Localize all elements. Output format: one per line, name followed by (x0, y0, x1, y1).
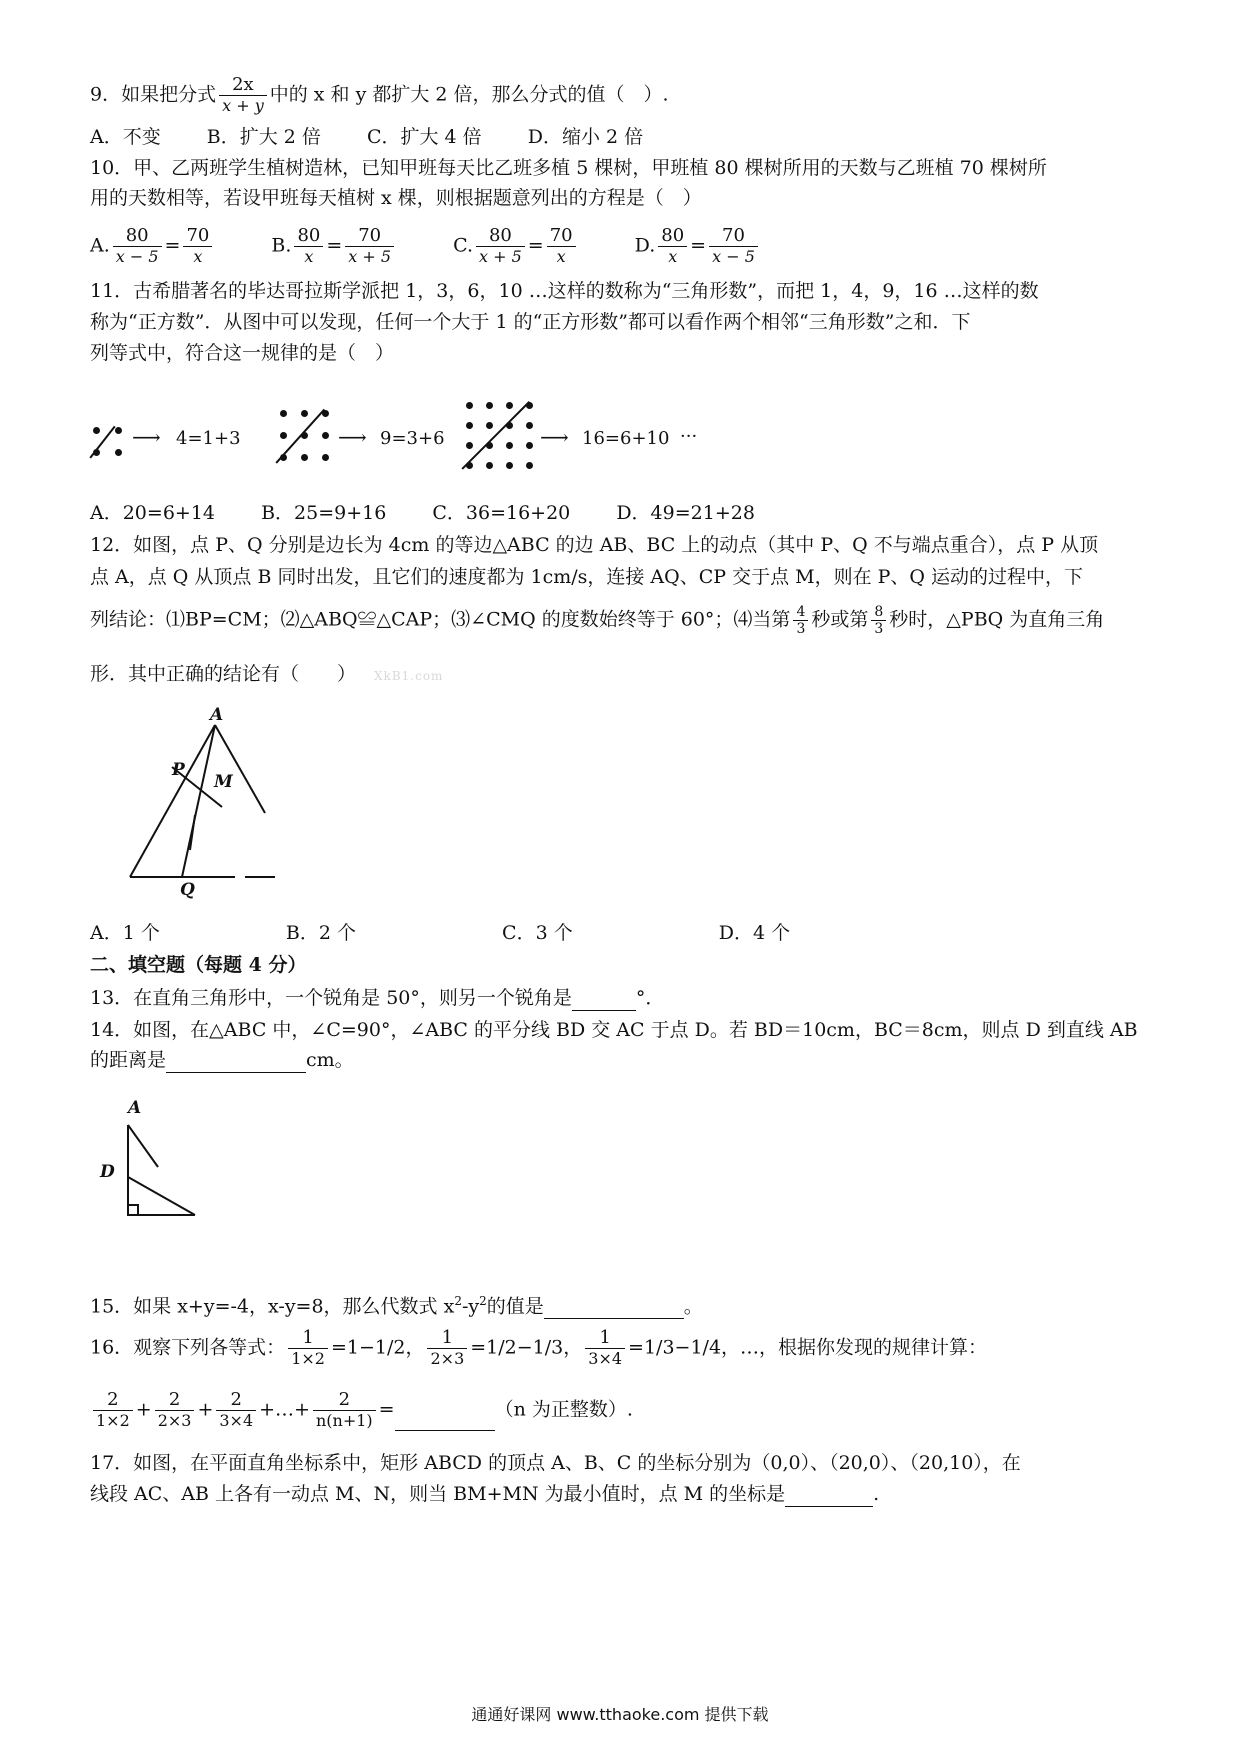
q10-option-a (90, 226, 215, 267)
q16-sum3-den: 3×4 (219, 1411, 254, 1430)
dot (506, 462, 513, 469)
q16-sum-last-den: n(n+1) (315, 1411, 373, 1430)
q11-option-b: B．25=9+16 (261, 502, 387, 524)
figure-label-a: A (210, 705, 224, 725)
q14-triangle-figure (100, 1095, 220, 1225)
q15 (90, 1288, 703, 1319)
q10-b-den2: x + 5 (348, 247, 392, 266)
q16-ex3-rhs: =1/3−1/4 (628, 1336, 722, 1359)
q12-triangle-figure (110, 705, 330, 900)
q16-line2: $\frac{2}{1\times 2}$ + $\frac{2}{2\times 3}$ + $\frac{2}{3\times 4}$ +…+ $\frac{2}{n(n+1)}$ = （n 为正整数）. (90, 1390, 633, 1431)
diagonal-line (461, 401, 529, 469)
q15-exp-1: 2 (454, 1294, 462, 1308)
figure-label-q: Q (180, 880, 195, 900)
q17-line2 (90, 1481, 879, 1507)
q16-sum1-den: 1×2 (96, 1411, 130, 1430)
q10-b-op: = (326, 234, 343, 257)
q9-stem (90, 75, 669, 116)
q12-option-d: D．4 个 (718, 922, 791, 944)
dot (486, 462, 493, 469)
q15-text-after: 的值是 (486, 1295, 544, 1318)
q9-option-d: D．缩小 2 倍 (527, 126, 644, 148)
figure-label-m: M (214, 772, 233, 792)
q10-options (90, 226, 801, 267)
watermark: XkB1.com (374, 669, 444, 683)
q10-c-den1: x + 5 (479, 247, 522, 266)
q14-line1: 14．如图，在△ABC 中，∠C=90°，∠ABC 的平分线 BD 交 AC 于点 D。若 BD＝10cm，BC＝8cm，则点 D 到直线 AB (90, 1019, 1138, 1041)
q10-option-b-label: B. (271, 234, 292, 257)
q12-option-c: C．3 个 (502, 922, 573, 944)
q16-ex2-rhs: =1/2−1/3 (470, 1336, 564, 1359)
q16-prefix: 16．观察下列各等式： (90, 1336, 286, 1359)
segment-aq (182, 725, 215, 877)
q11-options (90, 500, 795, 526)
right-angle-mark (128, 1205, 138, 1215)
q10-option-d-label: D. (634, 234, 656, 257)
q11-line2: 称为“正方数”．从图中可以发现，任何一个大于 1 的“正方形数”都可以看作两个相邻“三角形数”之和．下 (90, 311, 971, 333)
q14-answer-blank[interactable] (166, 1052, 306, 1073)
q16-ex2-den: 2×3 (430, 1349, 465, 1368)
q12-frac1-den: 3 (796, 621, 806, 637)
q15-answer-blank[interactable] (544, 1298, 684, 1319)
dot (526, 462, 533, 469)
q10-a-op: = (164, 234, 181, 257)
q12-line2: 点 A，点 Q 从顶点 B 同时出发，且它们的速度都为 1cm/s，连接 AQ、CP 交于点 M，则在 P、Q 运动的过程中，下 (90, 566, 1084, 588)
q14-line2-before: 的距离是 (90, 1049, 167, 1071)
q9-text-before: 9．如果把分式 (90, 83, 217, 106)
q16-sum3-num: 2 (216, 1390, 256, 1411)
q11-figure-ellipsis: ··· (680, 426, 698, 447)
side-ab (130, 725, 215, 877)
figure-label-a: A (128, 1098, 142, 1118)
q16-note: （n 为正整数）. (494, 1398, 633, 1421)
q11-line1: 11．古希腊著名的毕达哥拉斯学派把 1，3，6，10 …这样的数称为“三角形数”，而把 1，4，9，16 …这样的数 (90, 280, 1039, 302)
q10-c-den2: x (556, 247, 566, 266)
q16-ex1-den: 1×2 (291, 1349, 325, 1368)
q10-option-c (453, 226, 579, 267)
q10-c-num2: 70 (547, 226, 576, 247)
q9-frac-den: x + y (222, 96, 264, 115)
q10-line2: 用的天数相等，若设甲班每天植树 x 棵，则根据题意列出的方程是（ ） (90, 187, 702, 209)
dot (486, 402, 493, 409)
q16-ex1-rhs: =1−1/2 (330, 1336, 406, 1359)
q15-text-before: 15．如果 x+y=-4，x-y=8，那么代数式 x (90, 1295, 455, 1318)
q13-answer-blank[interactable] (572, 990, 636, 1011)
figure-label-p: P (172, 760, 185, 780)
side-ab-partial (128, 1125, 158, 1167)
q10-d-den1: x (668, 247, 678, 266)
q15-text-end: 。 (683, 1295, 703, 1318)
dot (322, 454, 329, 461)
q10-d-op: = (690, 234, 707, 257)
q9-options (90, 124, 683, 150)
q16-sum-last-num: 2 (313, 1390, 376, 1411)
q10-d-den2: x − 5 (712, 247, 755, 266)
q10-a-den2: x (193, 247, 203, 266)
q10-line1: 10．甲、乙两班学生植树造林，已知甲班每天比乙班多植 5 棵树，甲班植 80 棵树所用的天数与乙班植 70 棵树所 (90, 157, 1047, 179)
q9-frac-num: 2x (219, 75, 267, 96)
q16-sum2-den: 2×3 (157, 1411, 192, 1430)
q12-line3 (90, 604, 1104, 637)
q13 (90, 985, 664, 1011)
q12-frac2-num: 8 (871, 604, 886, 621)
q12-line3-mid: 秒或第 (811, 608, 869, 631)
dot (526, 422, 533, 429)
section-title-fill-in: 二、填空题（每题 4 分） (90, 954, 307, 976)
dot (506, 402, 513, 409)
q11-figure-eq-2: 9=3+6 (380, 428, 445, 449)
q11-figure-eq-3: 16=6+10 (582, 428, 670, 449)
q16-answer-blank[interactable] (395, 1410, 495, 1431)
q17-line1: 17．如图，在平面直角坐标系中，矩形 ABCD 的顶点 A、B、C 的坐标分别为（0,0）、（20,0）、（20,10），在 (90, 1452, 1021, 1474)
q16-sum2-num: 2 (155, 1390, 195, 1411)
q10-option-c-label: C. (453, 234, 473, 257)
q9-option-c: C．扩大 4 倍 (366, 126, 482, 148)
q16-sum1-num: 2 (93, 1390, 133, 1411)
q10-option-d (635, 226, 761, 267)
q14-line2-after: cm。 (306, 1049, 354, 1071)
q9-text-after: 中的 x 和 y 都扩大 2 倍，那么分式的值（ ）. (269, 83, 669, 106)
q11-option-c: C．36=16+20 (432, 502, 571, 524)
dot (466, 402, 473, 409)
q17-line2-before: 线段 AC、AB 上各有一动点 M、N，则当 BM+MN 为最小值时，点 M 的坐标是 (90, 1483, 786, 1505)
q10-d-num2: 70 (709, 226, 758, 247)
q12-option-b: B．2 个 (285, 922, 356, 944)
q16-line1: 16．观察下列各等式： $\frac{1}{1\times 2}$ =1−1/2， $\frac{1}{2\times 3}$ =1/2−1/3， $\frac{1}{3\times 4}$ =1/3−1/4，…，根据你发现的规律计算： (90, 1327, 988, 1368)
q17-answer-blank[interactable] (785, 1486, 873, 1507)
q10-option-b (271, 226, 397, 267)
q9-fraction (219, 75, 267, 116)
dot (526, 442, 533, 449)
q10-a-den1: x − 5 (115, 247, 159, 266)
q11-option-a: A．20=6+14 (90, 502, 216, 524)
q15-text-mid: -y (461, 1295, 480, 1318)
q14-line2 (90, 1047, 354, 1073)
q10-b-num1: 80 (294, 226, 323, 247)
arrow-icon: ⟶ (338, 425, 367, 449)
dot (115, 449, 122, 456)
q12-line4-text: 形．其中正确的结论有（ ） (90, 663, 357, 685)
dot (301, 410, 308, 417)
q16-ex2-num: 1 (427, 1328, 467, 1349)
q11-dot-figure (90, 402, 790, 482)
dot (280, 432, 287, 439)
q10-a-num2: 70 (183, 226, 212, 247)
q9-option-b: B．扩大 2 倍 (206, 126, 321, 148)
q12-options (90, 920, 830, 946)
q16-ex3-den: 3×4 (588, 1349, 623, 1368)
q13-text-after: °． (635, 987, 665, 1009)
q12-line3-before: 列结论：⑴BP=CM；⑵△ABQ≌△CAP；⑶∠CMQ 的度数始终等于 60°；⑷当第 (90, 608, 791, 631)
q11-figure-eq-1: 4=1+3 (176, 428, 241, 449)
q10-b-den1: x (304, 247, 314, 266)
figure-label-d: D (100, 1162, 115, 1182)
q16-ex3-num: 1 (585, 1328, 625, 1349)
dot (486, 422, 493, 429)
q16-equals: = (378, 1398, 395, 1421)
q12-frac2-den: 3 (874, 621, 884, 637)
dot (466, 422, 473, 429)
q11-line3: 列等式中，符合这一规律的是（ ） (90, 342, 395, 364)
arrow-icon: ⟶ (132, 425, 161, 449)
q10-b-num2: 70 (345, 226, 394, 247)
q13-text: 13．在直角三角形中，一个锐角是 50°，则另一个锐角是 (90, 987, 572, 1009)
dot (322, 432, 329, 439)
q12-option-a: A．1 个 (90, 922, 160, 944)
q12-line1: 12．如图，点 P、Q 分别是边长为 4cm 的等边△ABC 的边 AB、BC 上的动点（其中 P、Q 不与端点重合），点 P 从顶 (90, 534, 1099, 556)
q12-frac1-num: 4 (793, 604, 808, 621)
footer-credit: 通通好课网 www.tthaoke.com 提供下载 (471, 1705, 769, 1724)
q9-option-a: A．不变 (90, 126, 161, 148)
q17-line2-after: . (873, 1483, 880, 1505)
q12-line3-after: 秒时，△PBQ 为直角三角 (889, 608, 1105, 631)
dot (280, 410, 287, 417)
q10-c-op: = (527, 234, 544, 257)
q12-line4 (90, 661, 443, 689)
q10-option-a-label: A. (90, 234, 110, 257)
q16-suffix: ，…，根据你发现的规律计算： (721, 1336, 988, 1359)
dot (301, 454, 308, 461)
q11-option-d: D．49=21+28 (616, 502, 755, 524)
q15-exp-2: 2 (479, 1294, 487, 1308)
q16-sum-ellipsis: +…+ (259, 1398, 310, 1421)
dot (466, 442, 473, 449)
q16-ex1-num: 1 (288, 1328, 328, 1349)
side-ac (215, 725, 265, 813)
q10-d-num1: 80 (658, 226, 687, 247)
arrow-icon: ⟶ (540, 425, 569, 449)
q10-a-num1: 80 (113, 226, 162, 247)
dot (115, 427, 122, 434)
dot (506, 442, 513, 449)
dot (93, 427, 100, 434)
q10-c-num1: 80 (476, 226, 525, 247)
